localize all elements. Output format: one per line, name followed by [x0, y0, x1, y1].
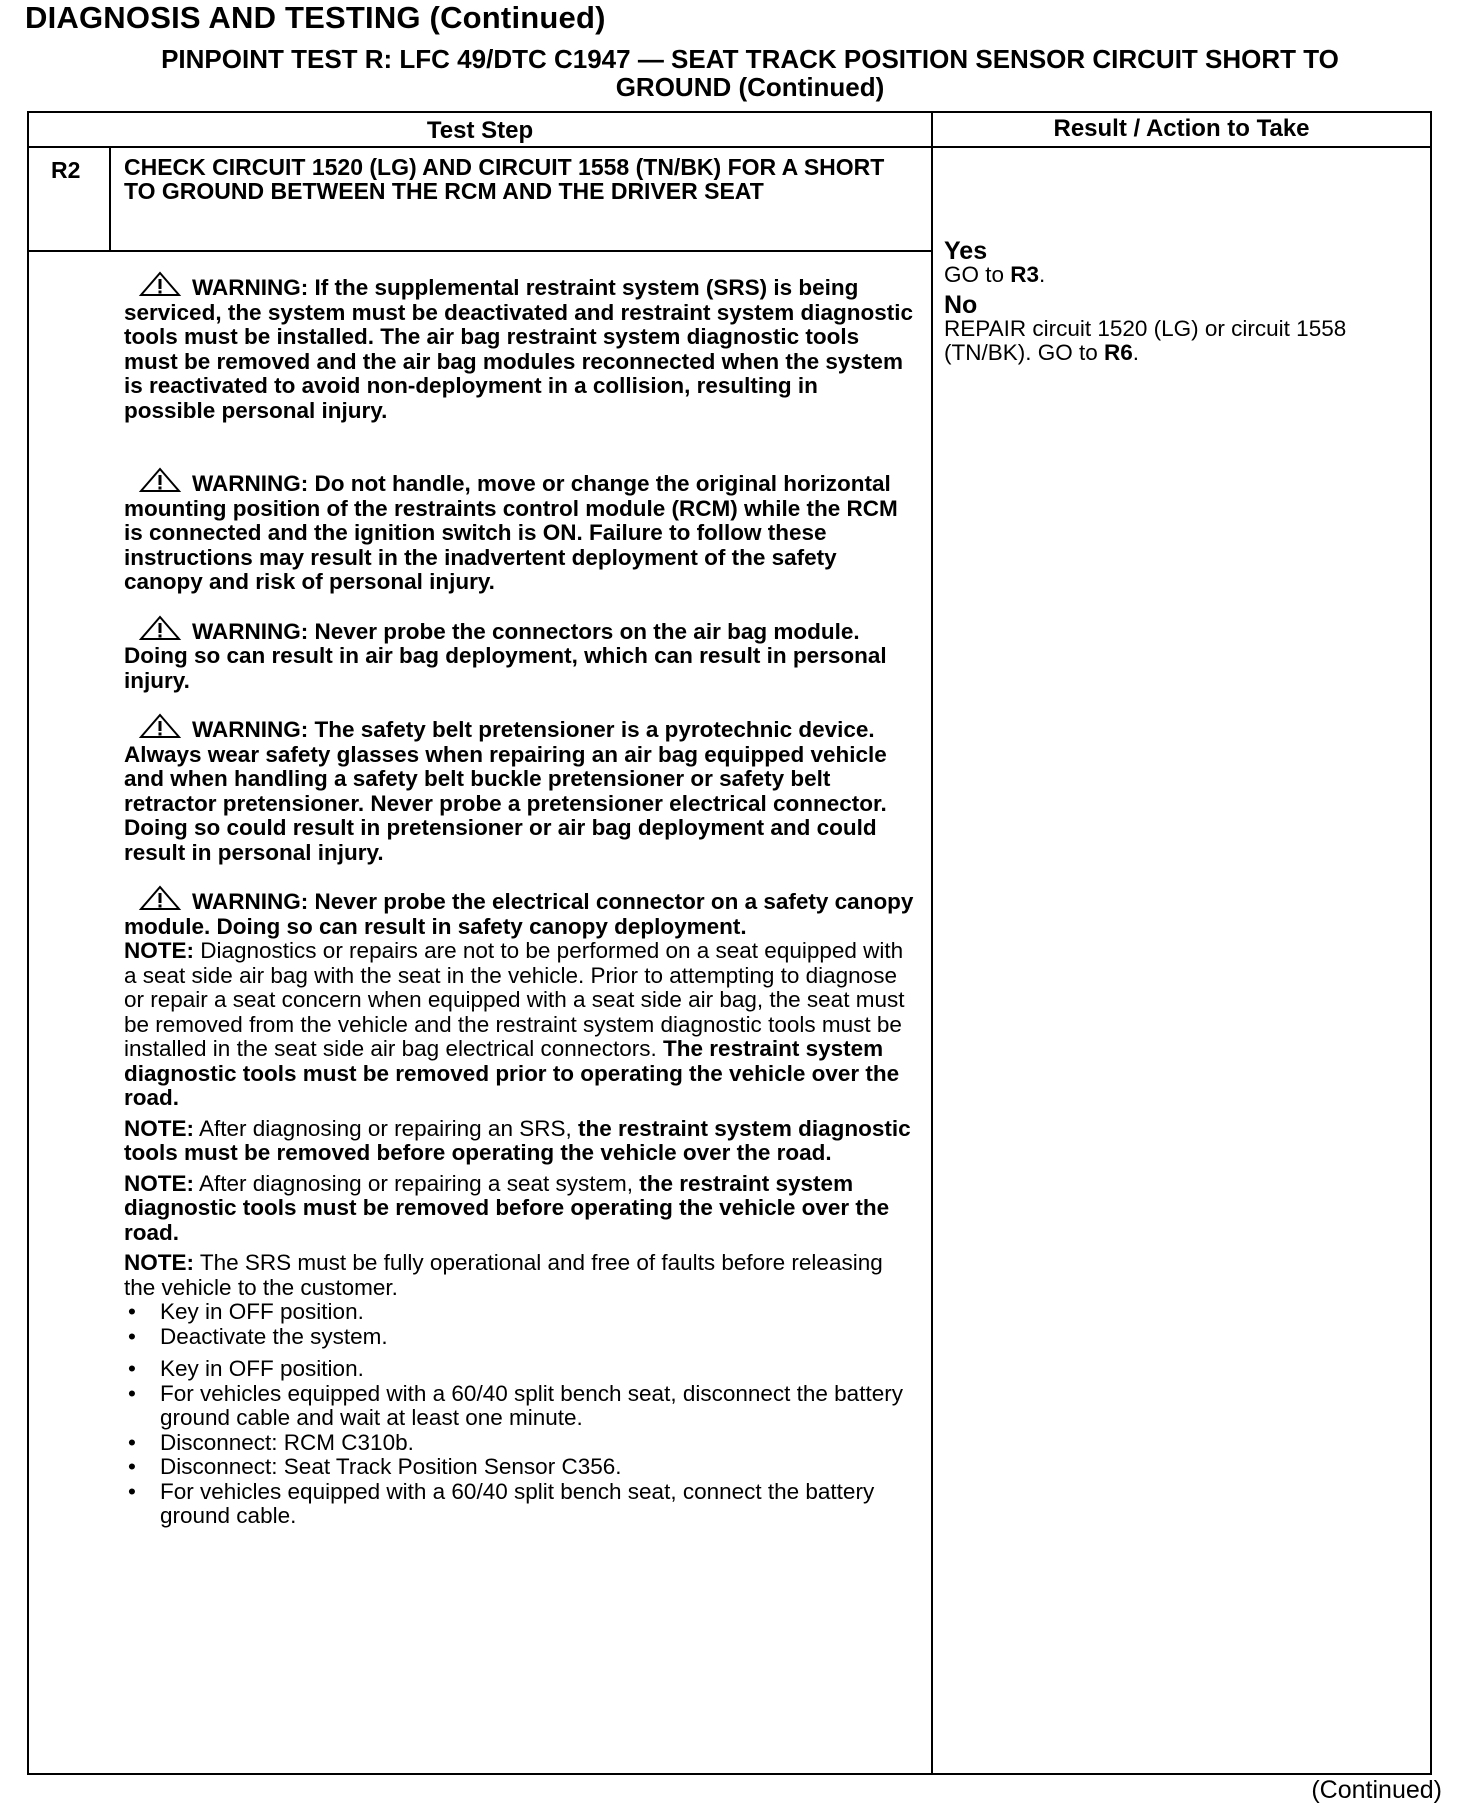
warning-triangle-icon — [138, 271, 182, 297]
note-label: NOTE: — [124, 938, 194, 963]
warning-safety-canopy-text: WARNING: Never probe the electrical connector on a safety canopy module. Doing so can result in safety canopy deployment. — [124, 889, 914, 939]
note-emphasis: The restraint system diagnostic tools must be removed prior to operating the vehicle over the road. — [124, 1036, 900, 1110]
note-text: After diagnosing or repairing a seat system, — [194, 1170, 640, 1196]
note-emphasis: the restraint system diagnostic tools must be removed before operating the vehicle over the road. — [124, 1115, 911, 1165]
note-label: NOTE: — [124, 1115, 194, 1141]
warning-srs — [124, 271, 914, 423]
pinpoint-test-table — [27, 111, 1432, 1775]
result-no-text: REPAIR circuit 1520 (LG) or circuit 1558 (TN/BK). GO to — [944, 316, 1347, 365]
column-header-test-step: Test Step — [426, 117, 534, 144]
header-rule-left — [29, 146, 931, 148]
warning-triangle-icon — [138, 615, 182, 641]
column-header-result: Result / Action to Take — [1053, 115, 1310, 142]
note-seat-side-airbag — [124, 939, 914, 1111]
step-title: CHECK CIRCUIT 1520 (LG) AND CIRCUIT 1558 (TN/BK) FOR A SHORT TO GROUND BETWEEN THE RCM AND THE DRIVER SEAT — [124, 154, 885, 204]
note-after-srs — [124, 1117, 914, 1166]
warning-airbag-connectors — [124, 615, 914, 694]
note-text: The SRS must be fully operational and free of faults before releasing the vehicle to the customer. — [124, 1250, 883, 1300]
bullet-list-deactivate — [124, 1300, 914, 1349]
step-id: R2 — [51, 157, 81, 183]
column-divider — [931, 113, 933, 1773]
header-rule-right — [933, 146, 1430, 148]
result-yes-action — [944, 263, 1434, 287]
pinpoint-heading-line-2: GROUND (Continued) — [615, 72, 885, 102]
result-yes-label: Yes — [944, 237, 988, 265]
step-title-rule — [29, 250, 931, 252]
result-no-action — [944, 317, 1434, 365]
warning-pretensioner-text: WARNING: The safety belt pretensioner is a pyrotechnic device. Always wear safety glasses when repairing an air bag equipped vehicle and when handling a safety belt buckle pretensioner or safety belt retractor pretensioner. Never probe a pretensioner electrical connector. Doing so could result in pretensioner or air bag deployment and could result in personal injury. — [124, 717, 887, 865]
result-yes-target: R3 — [1010, 262, 1040, 287]
test-step-body — [124, 253, 914, 1529]
warning-pretensioner — [124, 713, 914, 865]
step-id-divider — [109, 148, 111, 250]
result-yes-end: . — [1039, 262, 1046, 287]
note-label: NOTE: — [124, 1170, 194, 1196]
pinpoint-heading-line-1: PINPOINT TEST R: LFC 49/DTC C1947 — SEAT TRACK POSITION SENSOR CIRCUIT SHORT TO — [161, 44, 1339, 74]
result-no-label: No — [944, 291, 978, 319]
warning-srs-text: WARNING: If the supplemental restraint system (SRS) is being serviced, the system must be deactivated and restraint system diagnostic tools must be installed. The air bag restraint system diagnostic tools must be removed and the air bag modules reconnected when the system is reactivated to avoid non-deployment in a collision, resulting in possible personal injury. — [124, 275, 914, 423]
pinpoint-test-heading — [70, 45, 1430, 101]
list-item: • For vehicles equipped with a 60/40 split bench seat, disconnect the battery ground cable and wait at least one minute. — [124, 1382, 914, 1431]
warning-safety-canopy — [124, 885, 914, 939]
list-item: • Disconnect: Seat Track Position Sensor C356. — [124, 1455, 914, 1480]
note-emphasis: the restraint system diagnostic tools must be removed before operating the vehicle over the road. — [124, 1170, 890, 1245]
warning-airbag-connectors-text: WARNING: Never probe the connectors on the air bag module. Doing so can result in air bag deployment, which can result in personal injury. — [124, 618, 887, 693]
note-srs-operational — [124, 1251, 914, 1300]
warning-rcm-text: WARNING: Do not handle, move or change the original horizontal mounting position of the restraints control module (RCM) while the RCM is connected and the ignition switch is ON. Failure to follow these instructions may result in the inadvertent deployment of the safety canopy and risk of personal injury. — [124, 471, 898, 594]
warning-triangle-icon — [138, 713, 182, 739]
list-item: • Deactivate the system. — [124, 1325, 914, 1350]
list-item: • Key in OFF position. — [124, 1300, 914, 1325]
note-text: Diagnostics or repairs are not to be performed on a seat equipped with a seat side air bag with the seat in the vehicle. Prior to attempting to diagnose or repair a seat concern when equipped with a seat side air bag, the seat must be removed from the vehicle and the restraint system diagnostic tools must be installed in the seat side air bag electrical connectors. — [124, 938, 905, 1061]
result-action — [944, 239, 1434, 365]
document-title: DIAGNOSIS AND TESTING (Continued) — [25, 0, 606, 35]
continued-label: (Continued) — [1311, 1776, 1442, 1804]
list-item: • Disconnect: RCM C310b. — [124, 1431, 914, 1456]
result-no-target: R6 — [1104, 340, 1133, 365]
warning-triangle-icon — [138, 885, 182, 911]
warning-triangle-icon — [138, 467, 182, 493]
note-after-seat-system — [124, 1172, 914, 1246]
note-label: NOTE: — [124, 1250, 194, 1275]
list-item: • Key in OFF position. — [124, 1357, 914, 1382]
list-item: • For vehicles equipped with a 60/40 split bench seat, connect the battery ground cable. — [124, 1480, 914, 1529]
note-text: After diagnosing or repairing an SRS, — [194, 1115, 578, 1141]
bullet-list-disconnect — [124, 1357, 914, 1529]
warning-rcm — [124, 467, 914, 595]
result-no-end: . — [1132, 340, 1140, 365]
result-yes-text: GO to — [944, 262, 1011, 287]
